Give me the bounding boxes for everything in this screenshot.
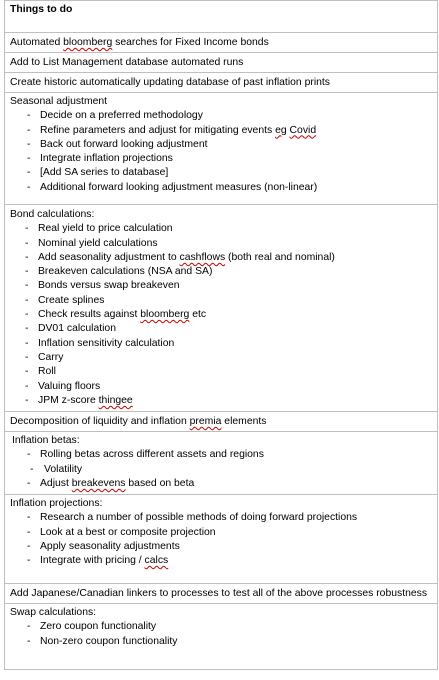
list-item: - Add seasonality adjustment to cashflows (both real and nominal)	[25, 251, 335, 263]
list-item: - Refine parameters and adjust for mitigating events eg Covid	[27, 124, 317, 136]
row-swap-calculations[interactable]	[4, 604, 438, 670]
section-title: Inflation betas:	[12, 435, 80, 446]
spell-flag: premia	[189, 416, 222, 427]
list-item: - Check results against bloomberg etc	[25, 309, 207, 321]
row-bond-calculations[interactable]	[4, 205, 438, 412]
list-item: - Real yield to price calculation	[25, 223, 173, 235]
list-item: - Breakeven calculations (NSA and SA)	[25, 266, 213, 278]
list-item: - Create splines	[25, 294, 105, 306]
header-title: Things to do	[10, 4, 73, 15]
row-text: Add Japanese/Canadian linkers to processes to test all of the above processes robustness	[10, 588, 428, 599]
list-item: - [Add SA series to database]	[27, 167, 169, 179]
list-item: - JPM z-score thingee	[25, 394, 133, 406]
row-text: elements	[221, 416, 267, 427]
list-item: - Rolling betas across different assets and regions	[27, 449, 264, 461]
list-item: - Volatility	[30, 463, 83, 475]
row-text: Decomposition of liquidity and inflation	[10, 416, 190, 427]
row-bloomberg-searches[interactable]	[4, 33, 438, 53]
todo-table	[4, 0, 438, 670]
list-item: - Look at a best or composite projection	[27, 526, 216, 538]
list-item: - Non-zero coupon functionality	[27, 635, 178, 647]
row-historic-database[interactable]	[4, 73, 438, 93]
row-inflation-betas[interactable]	[4, 432, 438, 495]
row-decomposition[interactable]	[4, 412, 438, 432]
section-title: Seasonal adjustment	[10, 96, 108, 107]
list-item: - Adjust breakevens based on beta	[27, 477, 195, 489]
table-header-cell[interactable]	[4, 0, 438, 33]
list-item: - Research a number of possible methods of doing forward projections	[27, 512, 358, 524]
row-seasonal-adjustment[interactable]	[4, 93, 438, 205]
list-item: - Apply seasonality adjustments	[27, 540, 180, 552]
section-title: Bond calculations:	[10, 209, 95, 220]
list-item: - Additional forward looking adjustment measures (non-linear)	[27, 181, 318, 193]
row-inflation-projections[interactable]	[4, 495, 438, 584]
row-list-management[interactable]	[4, 53, 438, 73]
list-item: - Carry	[25, 351, 64, 363]
list-item: - DV01 calculation	[25, 323, 116, 335]
row-linkers[interactable]	[4, 584, 438, 604]
row-text: searches for Fixed Income bonds	[112, 37, 269, 48]
list-item: - Back out forward looking adjustment	[27, 138, 208, 150]
row-text: Automated	[10, 37, 64, 48]
list-item: - Decide on a preferred methodology	[27, 110, 203, 122]
list-item: - Roll	[25, 366, 56, 378]
row-text: Add to List Management database automated runs	[10, 57, 244, 68]
list-item: - Bonds versus swap breakeven	[25, 280, 180, 292]
list-item: - Inflation sensitivity calculation	[25, 337, 175, 349]
section-title: Inflation projections:	[10, 498, 103, 509]
row-text: Create historic automatically updating database of past inflation prints	[10, 77, 330, 88]
list-item: - Integrate with pricing / calcs	[27, 555, 169, 567]
list-item: - Valuing floors	[25, 380, 101, 392]
list-item: - Integrate inflation projections	[27, 153, 173, 165]
section-title: Swap calculations:	[10, 607, 97, 618]
spell-flag: bloomberg	[63, 37, 113, 48]
list-item: - Nominal yield calculations	[25, 237, 158, 249]
list-item: - Zero coupon functionality	[27, 621, 157, 633]
